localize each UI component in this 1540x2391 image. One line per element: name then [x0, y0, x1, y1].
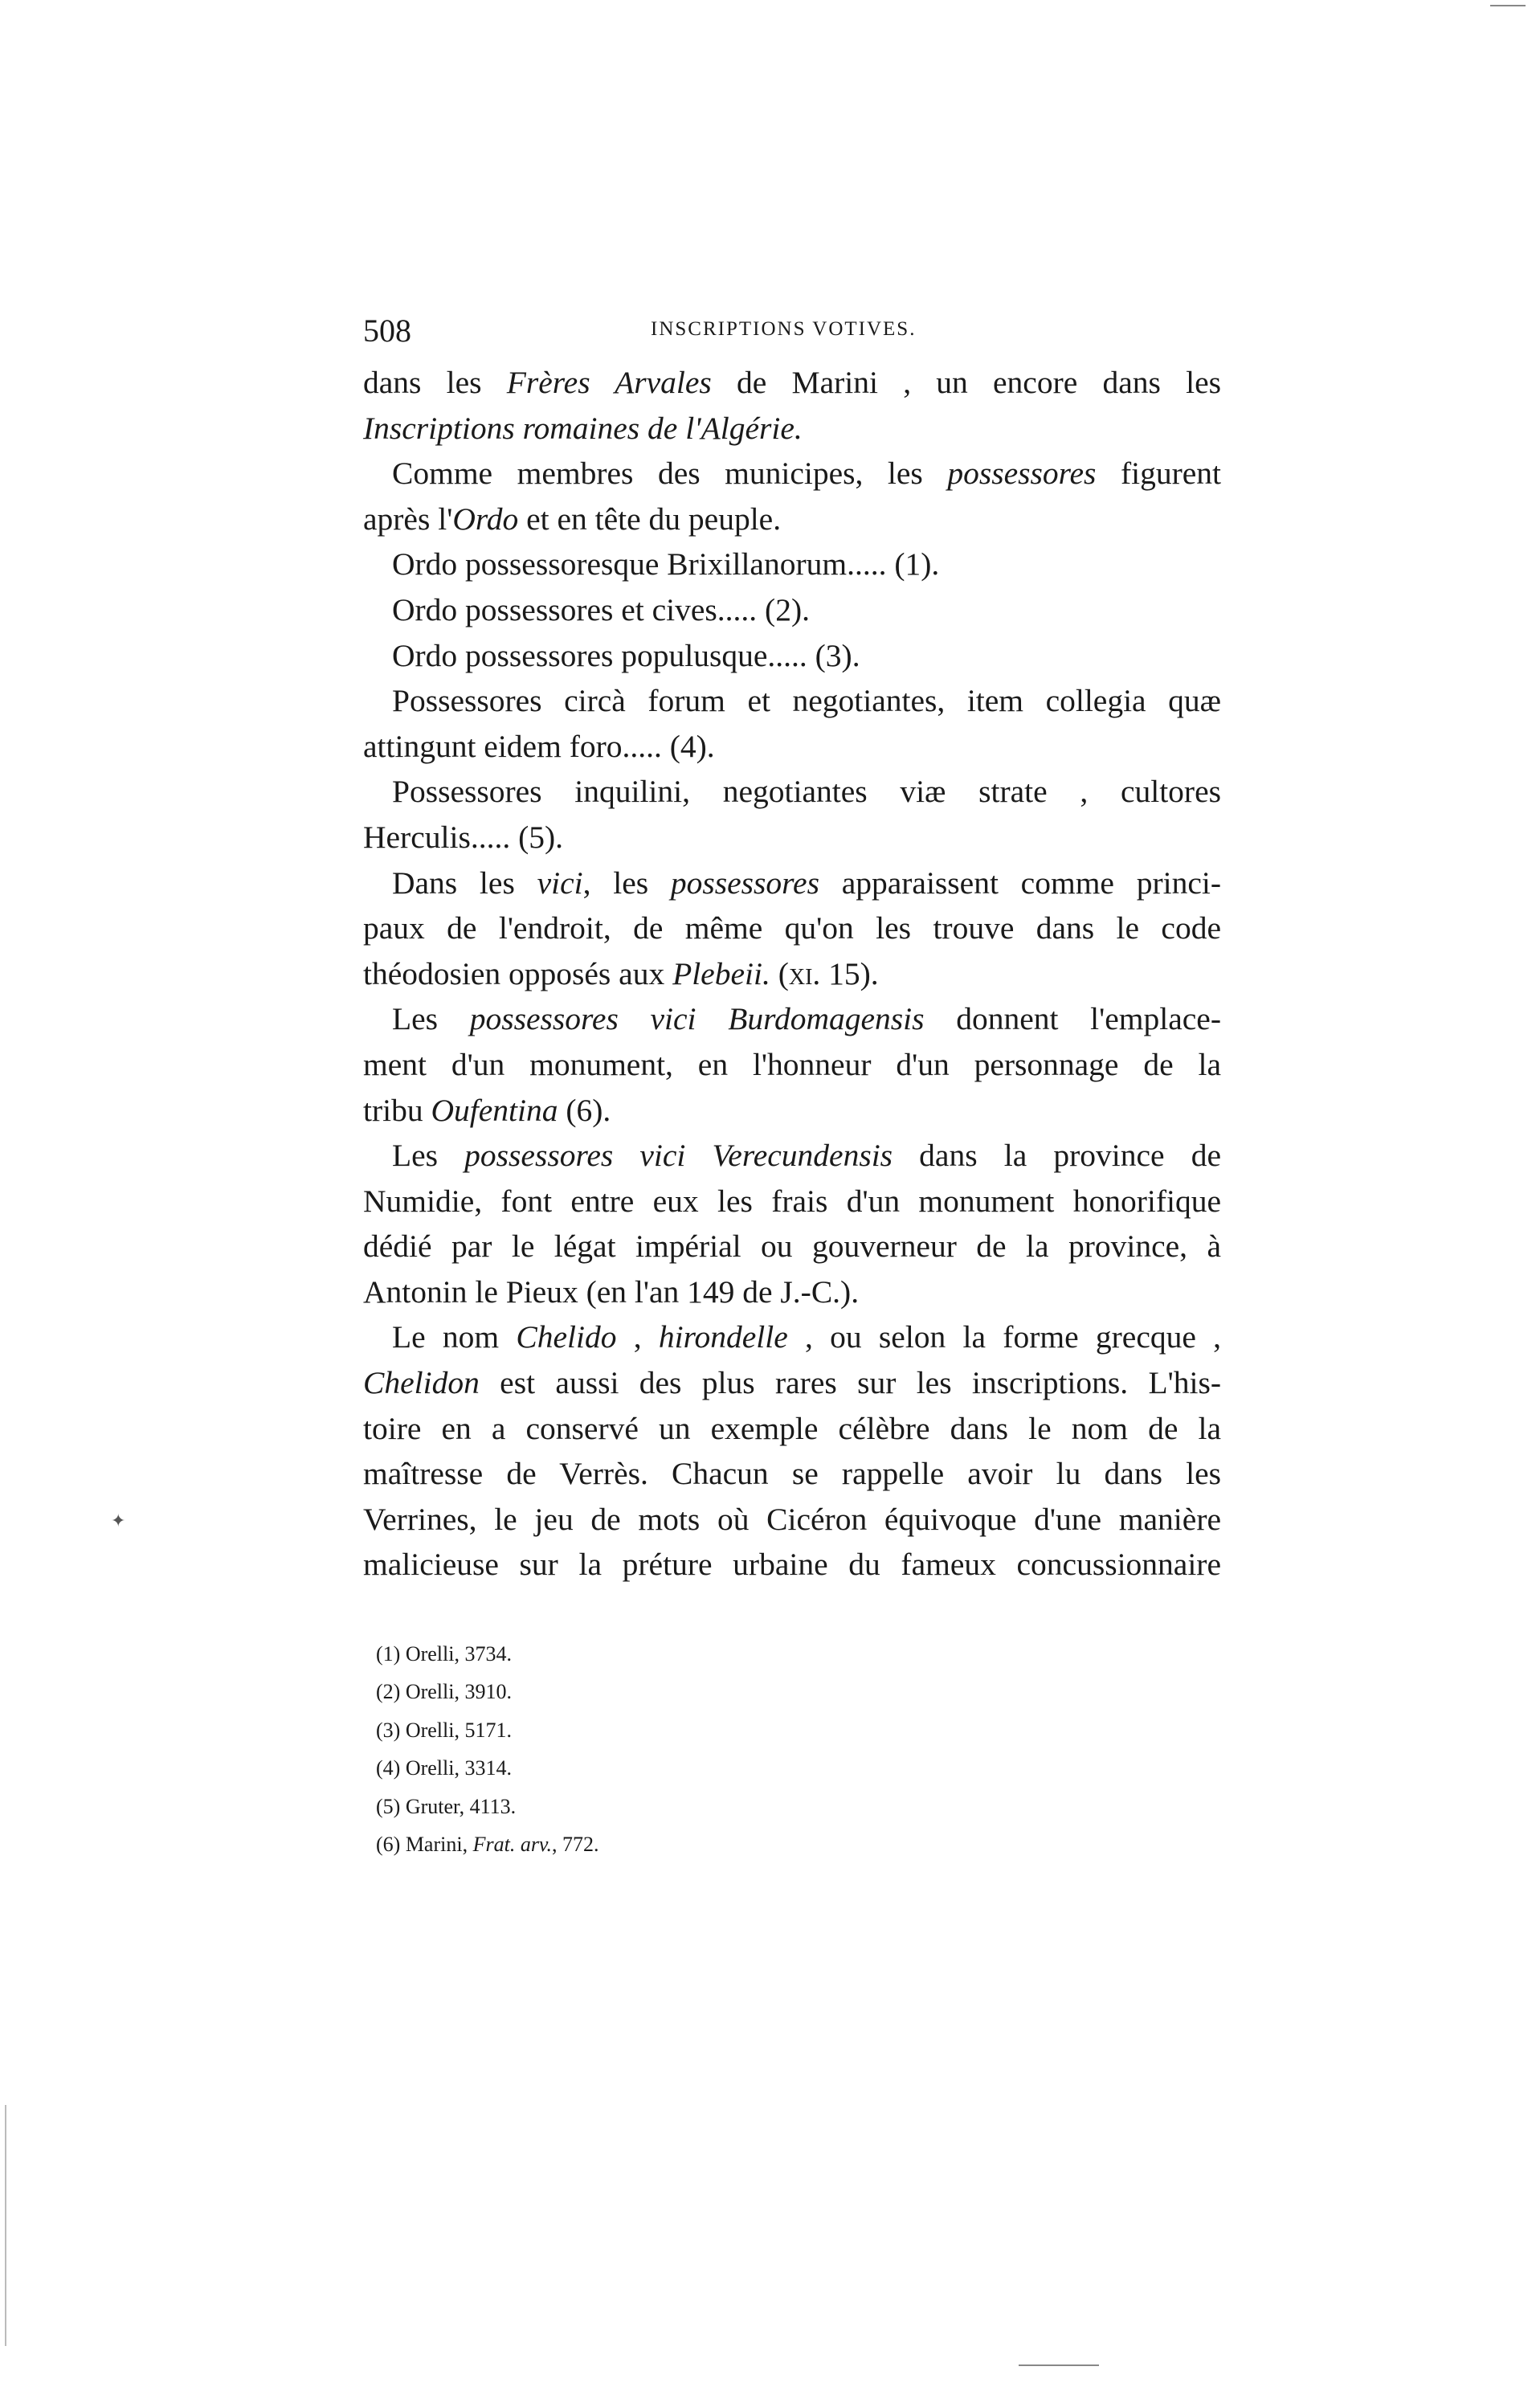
text-line: après l'Ordo et en tête du peuple. [363, 501, 782, 537]
text-line: paux de l'endroit, de même qu'on les trouve dans le code [363, 910, 1221, 946]
text-line: Ordo possessores et cives..... (2). [392, 591, 810, 627]
text-line: tribu Oufentina (6). [363, 1092, 611, 1128]
text-line: théodosien opposés aux Plebeii. (xi. 15). [363, 955, 879, 991]
text-line: Les possessores vici Verecundensis dans la province de [392, 1138, 1221, 1174]
paragraph [363, 451, 1221, 542]
footnote: (1) Orelli, 3734. [376, 1642, 512, 1666]
text-line: maîtresse de Verrès. Chacun se rappelle avoir lu dans les [363, 1456, 1221, 1492]
paragraph [363, 360, 1221, 451]
footnote: (6) Marini, Frat. arv., 772. [376, 1833, 599, 1857]
scan-edge-line [1019, 2364, 1099, 2366]
body-text [363, 360, 1221, 1588]
text-line: dans les Frères Arvales de Marini , un encore dans les [363, 365, 1221, 400]
paragraph [363, 1133, 1221, 1314]
text-line: malicieuse sur la préture urbaine du fameux concussionnaire [363, 1547, 1221, 1583]
text-line: Les possessores vici Burdomagensis donnent l'emplace- [392, 1001, 1221, 1037]
text-line: Le nom Chelido , hirondelle , ou selon la forme grecque , [392, 1319, 1222, 1355]
page-header [363, 312, 1221, 352]
text-line: attingunt eidem foro..... (4). [363, 728, 715, 764]
text-line: Chelidon est aussi des plus rares sur les inscriptions. L'his- [363, 1365, 1221, 1401]
paragraph [363, 587, 1221, 633]
text-line: dédié par le légat impérial ou gouverneur de la province, à [363, 1228, 1221, 1265]
scan-edge-line [1490, 5, 1526, 6]
paragraph [363, 542, 1221, 587]
paragraph [363, 1314, 1221, 1588]
paragraph [363, 769, 1221, 860]
footnotes [376, 1635, 938, 1863]
paragraph [363, 633, 1221, 679]
text-line: Numidie, font entre eux les frais d'un monument honorifique [363, 1183, 1221, 1219]
paragraph [363, 860, 1221, 997]
footnote: (4) Orelli, 3314. [376, 1756, 512, 1780]
paragraph [363, 678, 1221, 769]
page-number: 508 [363, 313, 411, 349]
text-line: Comme membres des municipes, les possessores figurent [392, 456, 1221, 492]
text-line: Ordo possessores populusque..... (3). [392, 637, 860, 673]
text-line: Possessores inquilini, negotiantes viæ strate , cultores [392, 774, 1221, 810]
footnote: (5) Gruter, 4113. [376, 1794, 517, 1818]
footnote: (3) Orelli, 5171. [376, 1718, 512, 1742]
text-line: ment d'un monument, en l'honneur d'un personnage de la [363, 1046, 1221, 1082]
text-line: Possessores circà forum et negotiantes, item collegia quæ [392, 683, 1221, 719]
running-title: INSCRIPTIONS VOTIVES. [651, 318, 917, 340]
text-line: Inscriptions romaines de l'Algérie. [363, 410, 803, 446]
paragraph [363, 996, 1221, 1133]
footnote: (2) Orelli, 3910. [376, 1680, 512, 1704]
text-line: Antonin le Pieux (en l'an 149 de J.-C.). [363, 1273, 860, 1310]
text-line: toire en a conservé un exemple célèbre dans le nom de la [363, 1410, 1221, 1446]
text-line: Herculis..... (5). [363, 819, 563, 855]
text-line: Ordo possessoresque Brixillanorum..... (1). [392, 546, 940, 582]
text-line: Verrines, le jeu de mots où Cicéron équivoque d'une manière [363, 1501, 1221, 1537]
text-line: Dans les vici, les possessores apparaissent comme princi- [392, 864, 1221, 901]
scan-edge-line [5, 2105, 6, 2346]
margin-mark: ✦ [111, 1510, 126, 1531]
